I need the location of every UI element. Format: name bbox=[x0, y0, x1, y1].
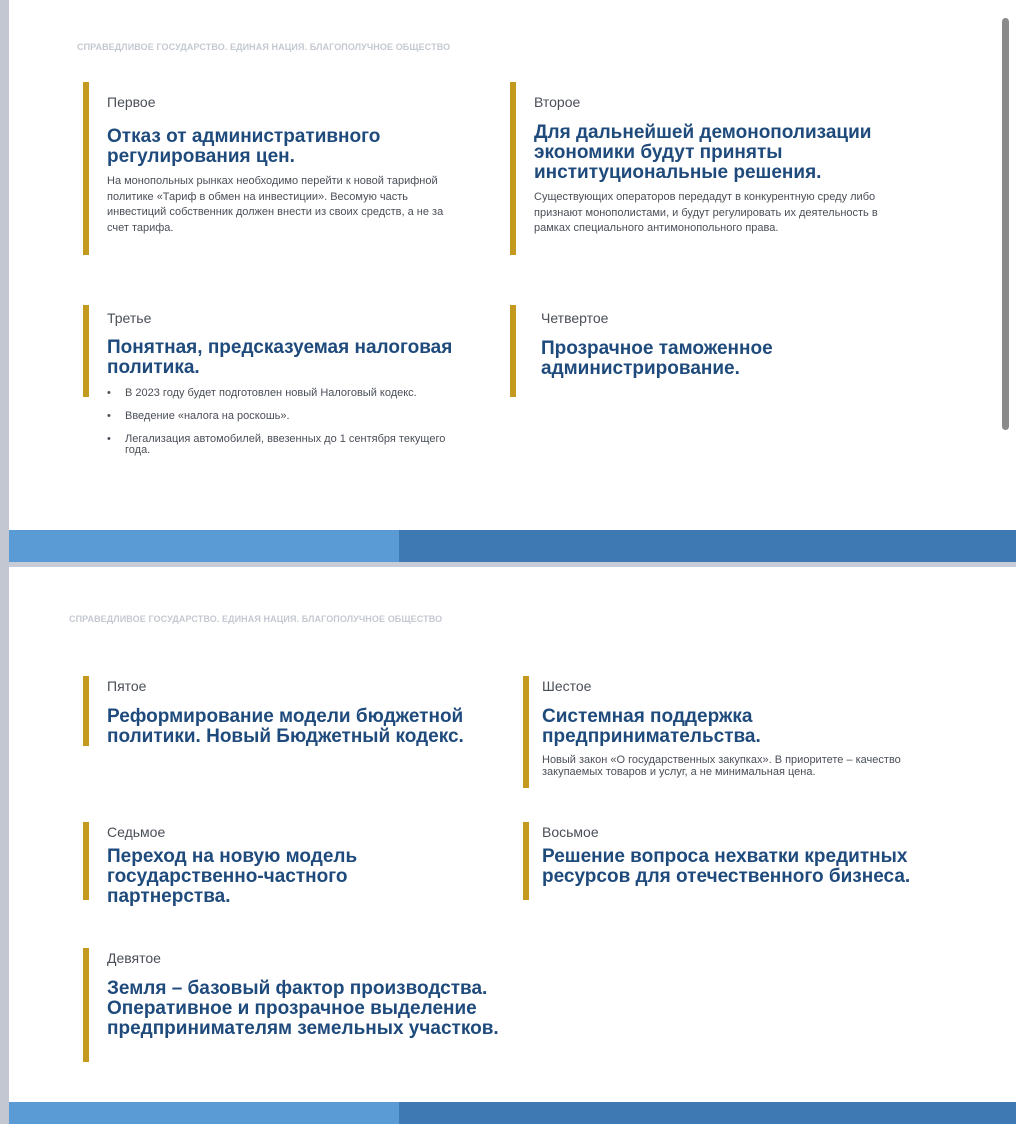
accent-bar bbox=[510, 82, 516, 255]
slide-1 bbox=[9, 0, 1016, 562]
slide-2 bbox=[9, 567, 1016, 1124]
footer-bar-light bbox=[9, 530, 399, 562]
point-description: Новый закон «О государственных закупках». В приоритете – качество закупаемых товаров и услуг, а не минимальная цена. bbox=[542, 754, 901, 778]
point-title: Системная поддержка предпринимательства. bbox=[542, 706, 761, 747]
point-number: Четвертое bbox=[541, 310, 609, 326]
accent-bar bbox=[83, 305, 89, 397]
point-number: Пятое bbox=[107, 678, 147, 694]
footer-bar-dark bbox=[399, 1102, 1016, 1124]
point-title: Переход на новую модель государственно-частного партнерства. bbox=[107, 846, 358, 907]
point-number: Восьмое bbox=[542, 824, 599, 840]
point-number: Девятое bbox=[107, 950, 161, 966]
point-description: Существующих операторов передадут в конкурентную среду либо признают монополистами, и будут регулировать их деятельность в рамках специального антимонопольного права. bbox=[534, 191, 878, 234]
slide-footer bbox=[9, 530, 1016, 562]
accent-bar bbox=[83, 676, 89, 746]
scrollbar[interactable] bbox=[1002, 18, 1009, 430]
point-title: Решение вопроса нехватки кредитных ресурсов для отечественного бизнеса. bbox=[542, 846, 911, 887]
bullet-item: • Легализация автомобилей, ввезенных до 1 сентября текущего года. bbox=[107, 434, 457, 456]
point-description: На монопольных рынках необходимо перейти к новой тарифной политике «Тариф в обмен на инвестиции». Весомую часть инвестиций собственник должен внести из своих средств, а не за счет тарифа. bbox=[107, 175, 444, 234]
slide-header: СПРАВЕДЛИВОЕ ГОСУДАРСТВО. ЕДИНАЯ НАЦИЯ. БЛАГОПОЛУЧНОЕ ОБЩЕСТВО bbox=[69, 614, 443, 624]
point-title: Для дальнейшей демонополизации экономики будут приняты институциональные решения. bbox=[534, 122, 872, 183]
accent-bar bbox=[523, 676, 529, 788]
point-number: Шестое bbox=[542, 678, 592, 694]
accent-bar bbox=[83, 822, 89, 900]
point-number: Первое bbox=[107, 94, 156, 110]
slide-footer bbox=[9, 1102, 1016, 1124]
viewer-gutter bbox=[0, 0, 9, 1124]
point-title: Отказ от административного регулирования цен. bbox=[107, 126, 381, 167]
point-number: Третье bbox=[107, 310, 152, 326]
point-title: Понятная, предсказуемая налоговая политика. bbox=[107, 337, 453, 378]
point-title: Прозрачное таможенное администрирование. bbox=[541, 338, 773, 379]
accent-bar bbox=[83, 948, 89, 1062]
accent-bar bbox=[523, 822, 529, 900]
footer-bar-dark bbox=[399, 530, 1016, 562]
accent-bar bbox=[83, 82, 89, 255]
point-number: Седьмое bbox=[107, 824, 166, 840]
bullet-item: • В 2023 году будет подготовлен новый Налоговый кодекс. bbox=[107, 388, 457, 399]
point-title: Реформирование модели бюджетной политики. Новый Бюджетный кодекс. bbox=[107, 706, 464, 747]
footer-bar-light bbox=[9, 1102, 399, 1124]
accent-bar bbox=[510, 305, 516, 397]
point-number: Второе bbox=[534, 94, 581, 110]
point-title: Земля – базовый фактор производства. Оперативное и прозрачное выделение предпринимателям земельных участков. bbox=[107, 978, 499, 1039]
bullet-item: • Введение «налога на роскошь». bbox=[107, 411, 457, 422]
slide-header: СПРАВЕДЛИВОЕ ГОСУДАРСТВО. ЕДИНАЯ НАЦИЯ. БЛАГОПОЛУЧНОЕ ОБЩЕСТВО bbox=[77, 42, 451, 52]
bullet-list bbox=[107, 388, 457, 456]
